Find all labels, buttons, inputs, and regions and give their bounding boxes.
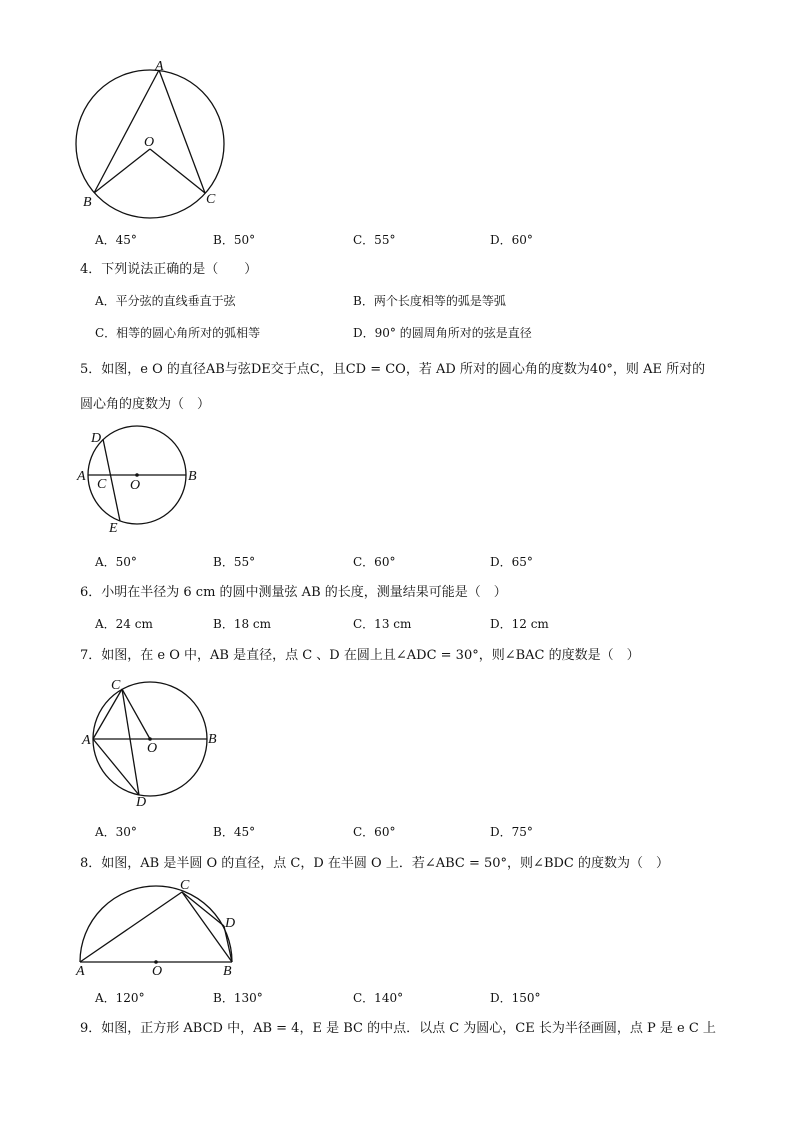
q5-stem-line1: 5．如图，e O 的直径AB与弦DE交于点C，且CD = CO，若 AD 所对的圆心角的度数为40°，则 AE 所对的 [80, 362, 706, 377]
q7-label-c: C [111, 678, 121, 693]
q9-stem: 9．如图，正方形 ABCD 中，AB = 4，E 是 BC 的中点．以点 C 为圆心，CE 长为半径画圆，点 P 是 e C 上 [80, 1021, 716, 1036]
q5-stem-line2: 圆心角的度数为（ ） [80, 397, 211, 412]
q7-stem: 7．如图，在 e O 中，AB 是直径，点 C 、D 在圆上且∠ADC = 30°，则∠BAC 的度数是（ ） [80, 648, 640, 663]
q3-option-c[interactable]: C．55° [353, 233, 396, 247]
q3-option-a[interactable]: A．45° [95, 233, 137, 247]
q6-option-d[interactable]: D．12 cm [490, 617, 549, 631]
q5-option-a[interactable]: A．50° [95, 555, 137, 569]
q4-stem: 4．下列说法正确的是（ ） [80, 262, 258, 277]
q8-label-d: D [225, 916, 236, 931]
q5-option-c[interactable]: C．60° [353, 555, 396, 569]
q3-label-b: B [83, 195, 92, 210]
q8-label-c: C [180, 878, 190, 893]
q7-option-d[interactable]: D．75° [490, 825, 533, 839]
q5-label-c: C [97, 477, 107, 492]
q6-stem: 6．小明在半径为 6 cm 的圆中测量弦 AB 的长度，测量结果可能是（ ） [80, 585, 507, 600]
q7-option-a[interactable]: A．30° [95, 825, 137, 839]
q3-label-o: O [144, 135, 155, 150]
q8-option-a[interactable]: A．120° [95, 991, 145, 1005]
q8-label-o: O [152, 964, 163, 979]
q5-label-e: E [109, 521, 118, 536]
q7-label-d: D [136, 795, 147, 810]
q5-option-b[interactable]: B．55° [213, 555, 256, 569]
q8-option-b[interactable]: B．130° [213, 991, 263, 1005]
q5-label-d: D [91, 431, 102, 446]
q4-option-d[interactable]: D．90° 的圆周角所对的弦是直径 [353, 326, 532, 340]
q7-label-a: A [82, 733, 91, 748]
q8-label-b: B [223, 964, 232, 979]
q3-label-c: C [206, 192, 216, 207]
q6-option-a[interactable]: A．24 cm [95, 617, 153, 631]
q7-option-c[interactable]: C．60° [353, 825, 396, 839]
q8-option-d[interactable]: D．150° [490, 991, 541, 1005]
q8-label-a: A [76, 964, 85, 979]
q6-option-c[interactable]: C．13 cm [353, 617, 412, 631]
q8-chord-ac [80, 892, 182, 962]
q5-label-o: O [130, 478, 141, 493]
q5-option-d[interactable]: D．65° [490, 555, 533, 569]
q3-label-a: A [155, 59, 164, 74]
q4-option-a[interactable]: A．平分弦的直线垂直于弦 [95, 294, 236, 308]
q7-option-b[interactable]: B．45° [213, 825, 256, 839]
q7-label-o: O [147, 741, 158, 756]
q8-semicircle-arc [80, 886, 232, 962]
q8-option-c[interactable]: C．140° [353, 991, 404, 1005]
q8-stem: 8．如图，AB 是半圆 O 的直径，点 C，D 在半圆 O 上．若∠ABC = 50°，则∠BDC 的度数为（ ） [80, 856, 669, 871]
q3-option-d[interactable]: D．60° [490, 233, 533, 247]
q7-label-b: B [208, 732, 217, 747]
q3-option-b[interactable]: B．50° [213, 233, 256, 247]
q5-label-b: B [188, 469, 197, 484]
q4-option-c[interactable]: C．相等的圆心角所对的弧相等 [95, 326, 261, 340]
q5-label-a: A [77, 469, 86, 484]
q4-option-b[interactable]: B．两个长度相等的弧是等弧 [353, 294, 506, 308]
q6-option-b[interactable]: B．18 cm [213, 617, 272, 631]
